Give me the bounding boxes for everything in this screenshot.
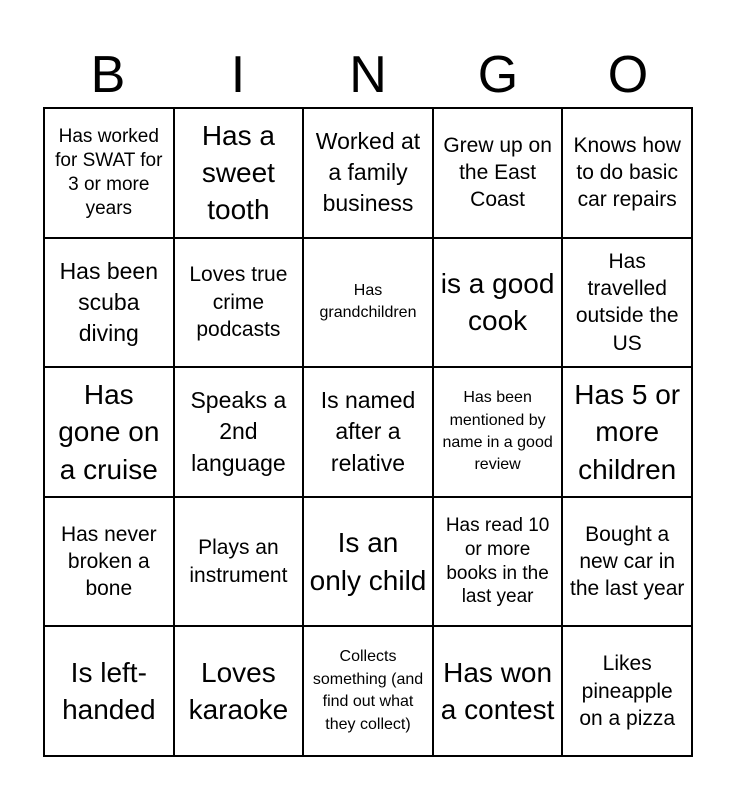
bingo-cell[interactable]: Bought a new car in the last year xyxy=(562,497,692,627)
bingo-cell[interactable]: Has been mentioned by name in a good review xyxy=(433,367,563,497)
bingo-cell[interactable]: Knows how to do basic car repairs xyxy=(562,108,692,238)
bingo-cell[interactable]: Grew up on the East Coast xyxy=(433,108,563,238)
bingo-cell[interactable]: Has gone on a cruise xyxy=(44,367,174,497)
bingo-cell[interactable]: Speaks a 2nd language xyxy=(174,367,304,497)
bingo-cell[interactable]: Loves true crime podcasts xyxy=(174,238,304,368)
bingo-cell[interactable]: Is an only child xyxy=(303,497,433,627)
bingo-card-grid xyxy=(43,107,693,757)
bingo-cell[interactable]: is a good cook xyxy=(433,238,563,368)
bingo-cell[interactable]: Has travelled outside the US xyxy=(562,238,692,368)
bingo-cell[interactable]: Worked at a family business xyxy=(303,108,433,238)
bingo-cell[interactable]: Has been scuba diving xyxy=(44,238,174,368)
header-letter-o: O xyxy=(607,46,649,104)
bingo-cell[interactable]: Loves karaoke xyxy=(174,626,304,756)
bingo-cell[interactable]: Has won a contest xyxy=(433,626,563,756)
header-letter-n: N xyxy=(349,46,387,104)
header-letter-g: G xyxy=(477,46,519,104)
bingo-cell[interactable]: Is left-handed xyxy=(44,626,174,756)
header-letter-b: B xyxy=(90,46,126,104)
bingo-cell[interactable]: Is named after a relative xyxy=(303,367,433,497)
bingo-cell[interactable]: Collects something (and find out what they collect) xyxy=(303,626,433,756)
bingo-cell[interactable]: Likes pineapple on a pizza xyxy=(562,626,692,756)
bingo-cell[interactable]: Has read 10 or more books in the last year xyxy=(433,497,563,627)
bingo-cell[interactable]: Plays an instrument xyxy=(174,497,304,627)
header-letter-i: I xyxy=(230,46,246,104)
bingo-cell[interactable]: Has never broken a bone xyxy=(44,497,174,627)
bingo-cell[interactable]: Has grandchildren xyxy=(303,238,433,368)
bingo-cell[interactable]: Has worked for SWAT for 3 or more years xyxy=(44,108,174,238)
bingo-header xyxy=(43,44,693,106)
bingo-cell[interactable]: Has a sweet tooth xyxy=(174,108,304,238)
bingo-cell[interactable]: Has 5 or more children xyxy=(562,367,692,497)
